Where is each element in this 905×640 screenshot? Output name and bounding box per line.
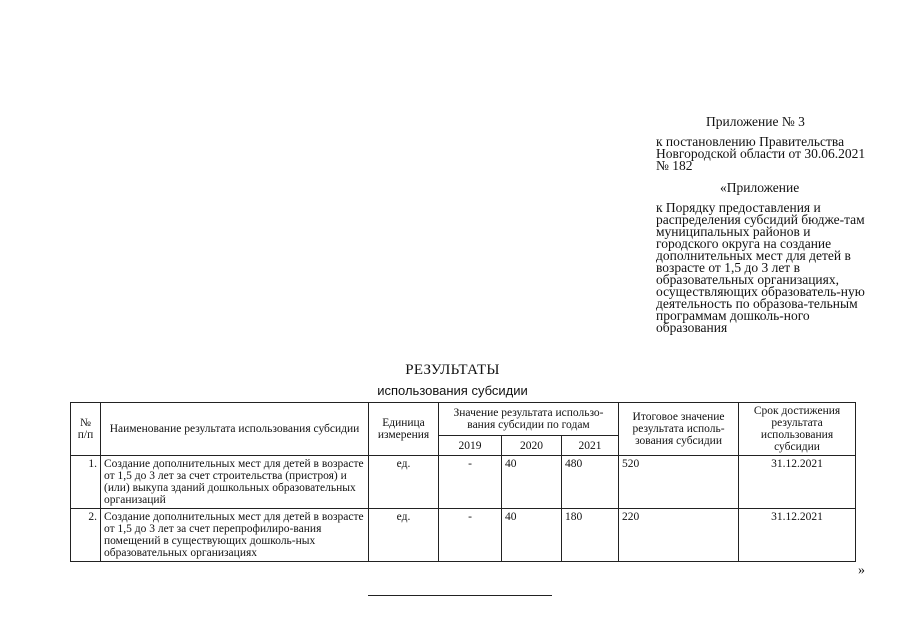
row-value-2019: - bbox=[439, 509, 502, 562]
table-row bbox=[71, 509, 856, 562]
row-unit: ед. bbox=[369, 509, 439, 562]
row-unit: ед. bbox=[369, 456, 439, 509]
procedure-reference: к Порядку предоставления и распределения субсидий бюдже-там муниципальных районов и городского округа на создание дополнительных мест для детей в возрасте от 1,5 до 3 лет в образовательных организациях, осуществляющих образователь-ную деятельность по образова-тельным программам дошколь-ного образования bbox=[656, 200, 865, 335]
row-name: Создание дополнительных мест для детей в возрасте от 1,5 до 3 лет за счет перепрофилиро-вания помещений в существующих дошколь-ных образовательных организациях bbox=[101, 509, 369, 562]
appendix-label: «Приложение bbox=[720, 180, 800, 195]
header-total: Итоговое значение результата исполь-зования субсидии bbox=[619, 403, 739, 456]
footer-divider bbox=[368, 595, 552, 596]
header-year-2020: 2020 bbox=[502, 436, 562, 456]
appendix-title: Приложение № 3 bbox=[706, 114, 805, 129]
header-values-by-year: Значение результата использо-вания субсидии по годам bbox=[439, 403, 619, 436]
document-title: РЕЗУЛЬТАТЫ bbox=[405, 362, 500, 378]
row-value-2021: 180 bbox=[562, 509, 619, 562]
document-subtitle: использования субсидии bbox=[377, 383, 528, 398]
row-value-2020: 40 bbox=[502, 456, 562, 509]
row-value-2021: 480 bbox=[562, 456, 619, 509]
row-deadline: 31.12.2021 bbox=[739, 456, 856, 509]
row-total: 220 bbox=[619, 509, 739, 562]
row-num: 1. bbox=[71, 456, 101, 509]
header-num: № п/п bbox=[71, 403, 101, 456]
header-year-2021: 2021 bbox=[562, 436, 619, 456]
row-deadline: 31.12.2021 bbox=[739, 509, 856, 562]
table-row bbox=[71, 456, 856, 509]
header-name: Наименование результата использования субсидии bbox=[101, 403, 369, 456]
results-table bbox=[70, 402, 856, 562]
resolution-reference: к постановлению Правительства Новгородской области от 30.06.2021 № 182 bbox=[656, 134, 866, 173]
header-unit: Единица измерения bbox=[369, 403, 439, 456]
row-value-2019: - bbox=[439, 456, 502, 509]
header-year-2019: 2019 bbox=[439, 436, 502, 456]
header-deadline: Срок достижения результата использования субсидии bbox=[739, 403, 856, 456]
row-total: 520 bbox=[619, 456, 739, 509]
row-value-2020: 40 bbox=[502, 509, 562, 562]
closing-quote: » bbox=[858, 563, 865, 578]
row-num: 2. bbox=[71, 509, 101, 562]
row-name: Создание дополнительных мест для детей в возрасте от 1,5 до 3 лет за счет строительства (пристроя) и (или) выкупа зданий дошкольных образовательных организаций bbox=[101, 456, 369, 509]
